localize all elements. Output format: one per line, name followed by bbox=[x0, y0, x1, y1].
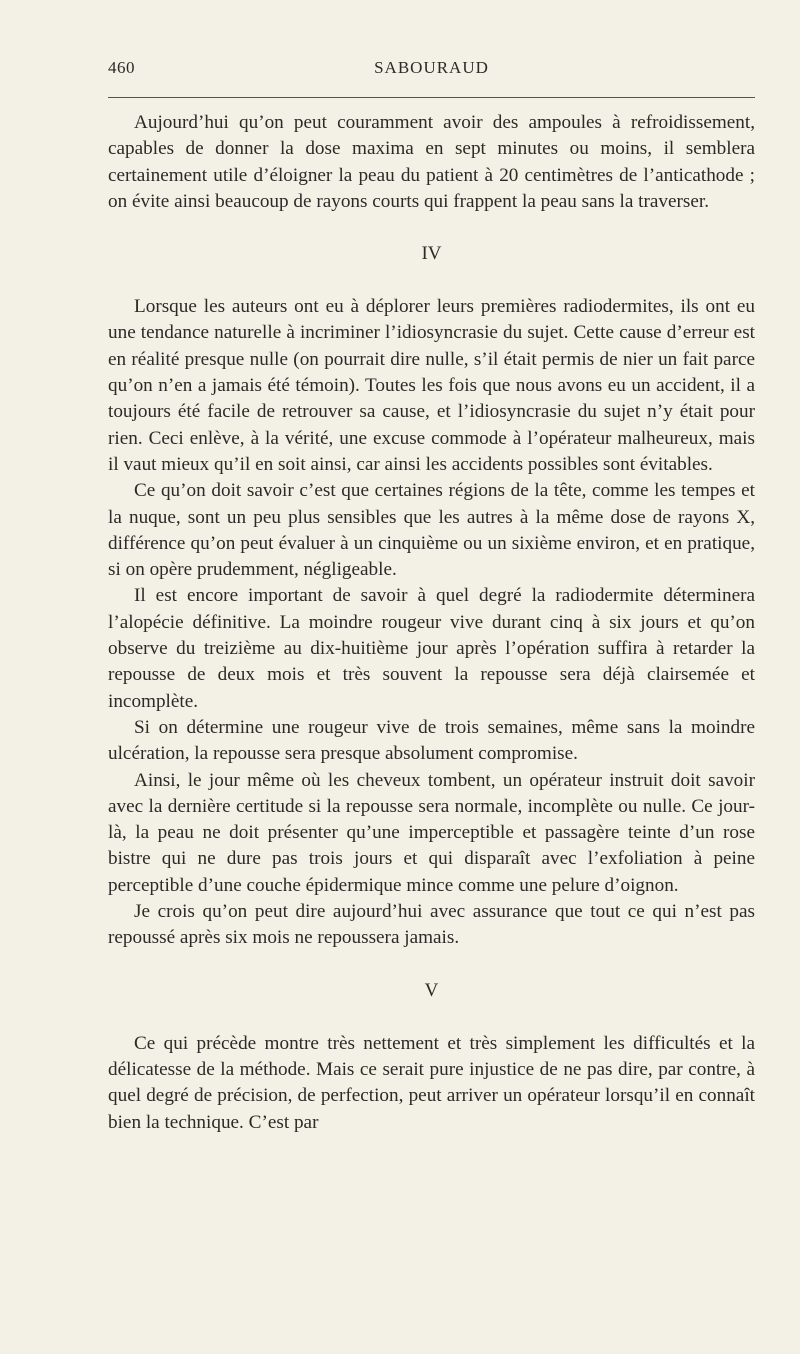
paragraph-iv-2: Ce qu’on doit savoir c’est que certaines régions de la tête, comme les tempes et la nuque, sont un peu plus sensibles que les autres à la même dose de rayons X, différence qu’on peut évaluer à un cinquième ou un sixième environ, et en pratique, si on opère prudemment, négligeable. bbox=[108, 480, 755, 581]
header-rule bbox=[108, 97, 755, 98]
paragraph-iv-5: Ainsi, le jour même où les cheveux tombent, un opérateur instruit doit savoir avec la dernière certitude si la repousse sera normale, incomplète ou nulle. Ce jour-là, la peau ne doit présenter qu’une imperceptible et passagère teinte d’un rose bistre qui ne dure pas trois jours et qui disparaît avec l’exfoliation à peine perceptible d’une couche épidermique mince comme une pelure d’oignon. bbox=[108, 769, 755, 896]
page-number: 460 bbox=[108, 58, 135, 77]
section-heading-iv: IV bbox=[421, 243, 442, 265]
running-head bbox=[108, 58, 755, 84]
paragraph-iv-4: Si on détermine une rougeur vive de trois semaines, même sans la moindre ulcération, la repousse sera presque absolument compromise. bbox=[108, 716, 755, 765]
paragraph-intro-1: Aujourd’hui qu’on peut couramment avoir des ampoules à refroidissement, capables de donner la dose maxima en sept minutes ou moins, il semblera certainement utile d’éloigner la peau du patient à 20 centimètres de l’anticathode ; on évite ainsi beaucoup de rayons courts qui frappent la peau sans la traverser. bbox=[108, 112, 755, 212]
paragraph-iv-3: Il est encore important de savoir à quel degré la radiodermite déterminera l’alopécie définitive. La moindre rougeur vive durant cinq à six jours et qu’on observe du treizième au dix-huitième jour après l’opération suffira à retarder la repousse de deux mois et très souvent la repousse sera déjà clairsemée et incomplète. bbox=[108, 585, 755, 712]
paragraph-v-1: Ce qui précède montre très nettement et très simplement les difficultés et la délicatesse de la méthode. Mais ce serait pure injustice de ne pas dire, par contre, à quel degré de précision, de perfection, peut arriver un opérateur lorsqu’il en connaît bien la technique. C’est par bbox=[108, 1032, 755, 1133]
body-text bbox=[108, 110, 755, 1136]
running-head-author: SABOURAUD bbox=[374, 58, 489, 77]
paragraph-iv-6: Je crois qu’on peut dire aujourd’hui avec assurance que tout ce qui n’est pas repoussé après six mois ne repoussera jamais. bbox=[108, 901, 755, 949]
paragraph-iv-1: Lorsque les auteurs ont eu à déplorer leurs premières radiodermites, ils ont eu une tendance naturelle à incriminer l’idiosyncrasie du sujet. Cette cause d’erreur est en réalité presque nulle (on pourrait dire nulle, s’il était permis de nier un fait parce qu’on n’en a jamais été témoin). Toutes les fois que nous avons eu un accident, il a toujours été facile de retrouver sa cause, et l’idiosyncrasie du sujet n’y était pour rien. Ceci enlève, à la vérité, une excuse commode à l’opérateur malheureux, mais il vaut mieux qu’il en soit ainsi, car ainsi les accidents possibles sont évitables. bbox=[108, 296, 755, 475]
section-heading-v: V bbox=[424, 979, 439, 1001]
